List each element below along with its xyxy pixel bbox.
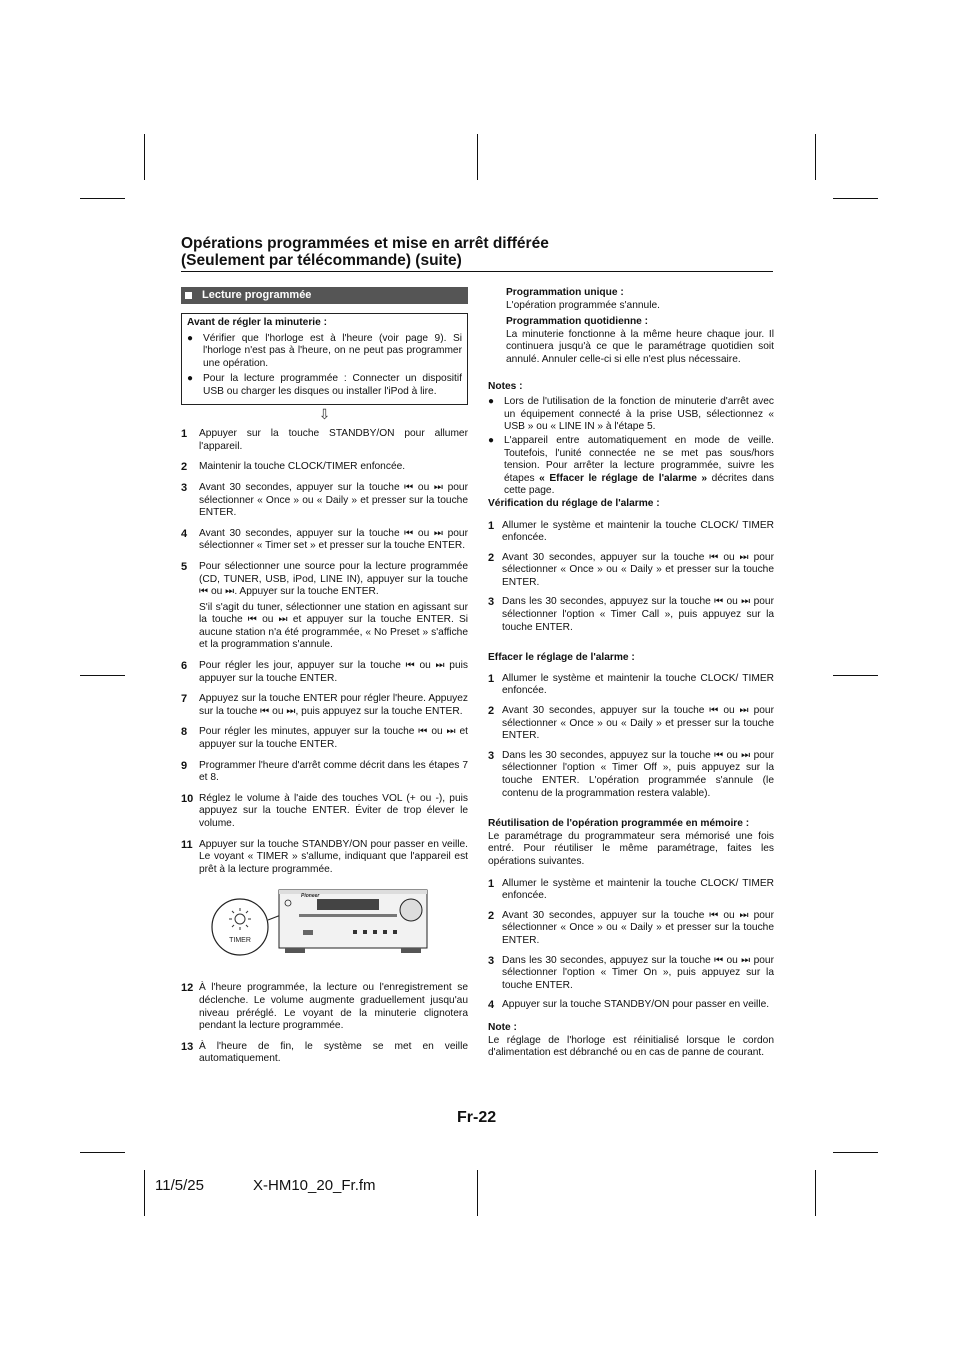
- step-text: Dans les 30 secondes, appuyez sur la touche ⏮ ou ⏭ pour sélectionner l'option « Timer Call », puis appuyez sur la touche ENTER.: [502, 596, 774, 633]
- step-item: [181, 561, 468, 652]
- device-foot: [401, 948, 421, 953]
- footer-filename: X-HM10_20_Fr.fm: [253, 1177, 376, 1194]
- step-item: [181, 693, 468, 718]
- prog-quot-head: Programmation quotidienne :: [506, 316, 649, 328]
- step-number: 3: [181, 481, 188, 494]
- step-number: 2: [488, 551, 495, 564]
- brand-logo: Pioneer: [301, 893, 320, 900]
- display-window: [317, 899, 379, 910]
- box-item: [187, 333, 462, 371]
- box-item-text: Vérifier que l'horloge est à l'heure (voir page 9). Si l'horloge n'est pas à l'heure, on ne peut pas programmer une opération.: [203, 332, 462, 369]
- note-bold-text: « Effacer le réglage de l'alarme »: [539, 472, 708, 484]
- step-item: [181, 793, 468, 831]
- step-number: 11: [181, 838, 193, 851]
- crop-mark: [815, 134, 816, 180]
- step-number: 1: [181, 428, 188, 441]
- crop-mark: [833, 1152, 878, 1153]
- step-number: 6: [181, 660, 188, 673]
- step-number: 2: [488, 705, 495, 718]
- box-title: Avant de régler la minuterie :: [187, 317, 328, 328]
- effacer-step: [488, 705, 774, 743]
- title-line-1: Opérations programmées et mise en arrêt différée: [181, 235, 549, 252]
- steps-list: [181, 428, 468, 876]
- reutil-step: [488, 955, 774, 993]
- step-text: Pour régler les minutes, appuyer sur la touche ⏮ ou ⏭ et appuyer sur la touche ENTER.: [199, 726, 468, 751]
- usb-port-icon: [303, 930, 313, 935]
- step-text: Allumer le système et maintenir la touche CLOCK/ TIMER enfoncée.: [502, 519, 774, 544]
- step-number: 10: [181, 792, 194, 805]
- step-item: [181, 428, 468, 453]
- reutil-head: Réutilisation de l'opération programmée en mémoire :: [488, 818, 750, 830]
- step-text: Allumer le système et maintenir la touche CLOCK/ TIMER enfoncée.: [502, 672, 774, 697]
- prog-unique-text: L'opération programmée s'annule.: [506, 299, 660, 311]
- step-text: Avant 30 secondes, appuyer sur la touche ⏮ ou ⏭ pour sélectionner « Once » ou « Daily » et presser sur la touche ENTER.: [502, 705, 774, 742]
- verif-step: [488, 520, 774, 545]
- device-svg: [181, 886, 468, 974]
- step-text: À l'heure de fin, le système se met en veille automatiquement.: [199, 1040, 468, 1065]
- step-number: 5: [181, 560, 188, 573]
- note-text: L'appareil entre automatiquement en mode de veille. Toutefois, l'unité connectée ne se met pas sous/hors tension. Pour arrêter la lecture programmée, suivre les étapes: [504, 434, 774, 484]
- step-number: 13: [181, 1040, 194, 1053]
- prog-quot-text: La minuterie fonctionne à la même heure chaque jour. Il continuera jusqu'à ce que le paramétrage quotidien soit annulé. Annuler celle-ci si elle n'est plus nécessaire.: [506, 328, 774, 365]
- steps-list-after: [181, 982, 468, 1066]
- step-number: 3: [488, 596, 495, 609]
- page-number: Fr-22: [457, 1109, 497, 1126]
- prog-unique-head: Programmation unique :: [506, 287, 624, 298]
- step-body: [199, 561, 468, 652]
- step-number: 4: [181, 527, 188, 540]
- crop-mark: [80, 1152, 125, 1153]
- step-number: 1: [488, 672, 495, 685]
- step-number: 1: [488, 877, 495, 890]
- reutil-step: [488, 878, 774, 903]
- step-text: Dans les 30 secondes, appuyez sur la touche ⏮ ou ⏭ pour sélectionner l'option « Timer On », puis appuyez sur la touche ENTER.: [502, 954, 774, 991]
- note-item: [488, 435, 774, 498]
- crop-mark: [815, 1170, 816, 1216]
- box-item-text: Pour la lecture programmée : Connecter un dispositif USB ou charger les disques ou installer l'iPod à lire.: [203, 373, 462, 397]
- reutil-intro: Le paramétrage du programmateur sera mémorisé une fois entré. Pour réutiliser le même paramétrage, faites les opérations suivantes.: [488, 830, 774, 867]
- step-text: Allumer le système et maintenir la touche CLOCK/ TIMER enfoncée.: [502, 877, 774, 902]
- step-text: Avant 30 secondes, appuyer sur la touche ⏮ ou ⏭ pour sélectionner « Once » ou « Daily » et presser sur la touche ENTER.: [502, 909, 774, 946]
- step-item: [181, 982, 468, 1032]
- left-column: [181, 287, 468, 1074]
- title-line-2: (Seulement par télécommande) (suite): [181, 252, 462, 269]
- crop-mark: [144, 134, 145, 180]
- footer-date: 11/5/25: [155, 1177, 204, 1194]
- reutil-step: [488, 999, 774, 1012]
- step-text: Maintenir la touche CLOCK/TIMER enfoncée.: [199, 461, 406, 473]
- crop-mark: [833, 198, 878, 199]
- step-number: 9: [181, 759, 188, 772]
- right-column: [488, 287, 774, 1060]
- page-title: [181, 235, 773, 269]
- final-note-text: Le réglage de l'horloge est réinitialisé lorsque le cordon d'alimentation est débranché ou en cas de panne de courant.: [488, 1034, 774, 1059]
- step-item: [181, 760, 468, 785]
- step-number: 2: [488, 909, 495, 922]
- step-text: Réglez le volume à l'aide des touches VOL (+ ou -), puis appuyez sur la touche ENTER. Éviter de trop élever le volume.: [199, 792, 468, 829]
- verif-head: Vérification du réglage de l'alarme :: [488, 497, 660, 509]
- effacer-step: [488, 750, 774, 800]
- note-item: [488, 396, 774, 434]
- step-item: [181, 839, 468, 877]
- section-header: [181, 287, 468, 304]
- step-text: À l'heure programmée, la lecture ou l'enregistrement se déclenche. Le volume augmente graduellement jusqu'au niveau préréglé. Le voyant de la minuterie clignotera pendant la lecture programmée.: [199, 982, 468, 1032]
- square-bullet-icon: [185, 292, 192, 299]
- crop-mark: [144, 1170, 145, 1216]
- step-number: 3: [488, 954, 495, 967]
- step-number: 12: [181, 982, 194, 995]
- step-text: Pour régler les jour, appuyer sur la touche ⏮ ou ⏭ puis appuyer sur la touche ENTER.: [199, 660, 468, 684]
- title-rule: [181, 271, 773, 272]
- step-text: Appuyez sur la touche ENTER pour régler l'heure. Appuyez sur la touche ⏮ ou ⏭, puis appuyez sur la touche ENTER.: [199, 693, 468, 717]
- note-tail-text: décrites dans cette page.: [504, 472, 774, 497]
- step-item: [181, 528, 468, 553]
- device-foot: [285, 948, 305, 953]
- step-number: 4: [488, 999, 495, 1012]
- step-item: [181, 461, 468, 474]
- step-number: 7: [181, 693, 188, 706]
- step-text: Dans les 30 secondes, appuyez sur la touche ⏮ ou ⏭ pour sélectionner l'option « Timer Off », puis appuyez sur la touche ENTER. L'opération programmée s'annule (le contenu de la programmation restera valable).: [502, 749, 774, 799]
- step-text: Appuyer sur la touche STANDBY/ON pour passer en veille. Le voyant « TIMER » s'allume, indiquant que l'appareil est prêt à la lecture programmée.: [199, 838, 468, 875]
- crop-mark: [477, 1170, 478, 1216]
- section-label: Lecture programmée: [202, 289, 312, 301]
- reutil-step: [488, 910, 774, 948]
- bullet-dot-icon: ●: [187, 373, 194, 385]
- crop-mark: [80, 198, 125, 199]
- box-item: [187, 373, 462, 398]
- step-item: [181, 726, 468, 751]
- step-number: 2: [181, 461, 188, 474]
- device-illustration: [181, 886, 468, 974]
- step-number: 3: [488, 749, 495, 762]
- note-text: Lors de l'utilisation de la fonction de minuterie d'arrêt avec un équipement connecté à la prise USB, sélectionnez « USB » ou « LINE IN » à l'étape 5.: [504, 396, 774, 433]
- step-item: [181, 660, 468, 685]
- step-number: 1: [488, 519, 495, 532]
- step-item: [181, 1041, 468, 1066]
- step-text: Appuyer sur la touche STANDBY/ON pour allumer l'appareil.: [199, 428, 468, 452]
- effacer-step: [488, 673, 774, 698]
- volume-knob-icon: [400, 899, 422, 921]
- note-text-block: [504, 435, 774, 498]
- notes-head: Notes :: [488, 380, 523, 392]
- final-note-head: Note :: [488, 1021, 517, 1033]
- step-text: Pour sélectionner une source pour la lecture programmée (CD, TUNER, USB, iPod, LINE IN), appuyer sur la touche ⏮ ou ⏭. Appuyer sur la touche ENTER.: [199, 560, 468, 598]
- bullet-dot-icon: ●: [488, 396, 495, 408]
- verif-step: [488, 552, 774, 590]
- step-item: [181, 482, 468, 520]
- step-text: Appuyer sur la touche STANDBY/ON pour passer en veille.: [502, 999, 770, 1011]
- timer-label: TIMER: [229, 937, 251, 945]
- before-setting-box: [181, 313, 468, 405]
- crop-mark: [80, 675, 125, 676]
- step-text: Avant 30 secondes, appuyer sur la touche ⏮ ou ⏭ pour sélectionner « Once » ou « Daily » et presser sur la touche ENTER.: [199, 481, 468, 519]
- disc-slot: [299, 914, 397, 917]
- bullet-dot-icon: ●: [488, 434, 495, 446]
- step-text: Avant 30 secondes, appuyer sur la touche ⏮ ou ⏭ pour sélectionner « Timer set » et presser sur la touche ENTER.: [199, 527, 468, 552]
- effacer-head: Effacer le réglage de l'alarme :: [488, 652, 635, 664]
- step-subtext: S'il s'agit du tuner, sélectionner une station en agissant sur la touche ⏮ ou ⏭ et appuyer sur la touche ENTER. Si aucune station n'a été programmée, « No Preset » s'affiche et la programmation s'annule.: [199, 601, 468, 651]
- step-number: 8: [181, 726, 188, 739]
- step-text: Avant 30 secondes, appuyer sur la touche ⏮ ou ⏭ pour sélectionner « Once » ou « Daily » et presser sur la touche ENTER.: [502, 551, 774, 588]
- verif-step: [488, 596, 774, 634]
- crop-mark: [477, 134, 478, 180]
- bullet-dot-icon: ●: [187, 332, 194, 344]
- step-text: Programmer l'heure d'arrêt comme décrit dans les étapes 7 et 8.: [199, 759, 468, 784]
- crop-mark: [833, 675, 878, 676]
- down-arrow-icon: ⇩: [318, 405, 331, 422]
